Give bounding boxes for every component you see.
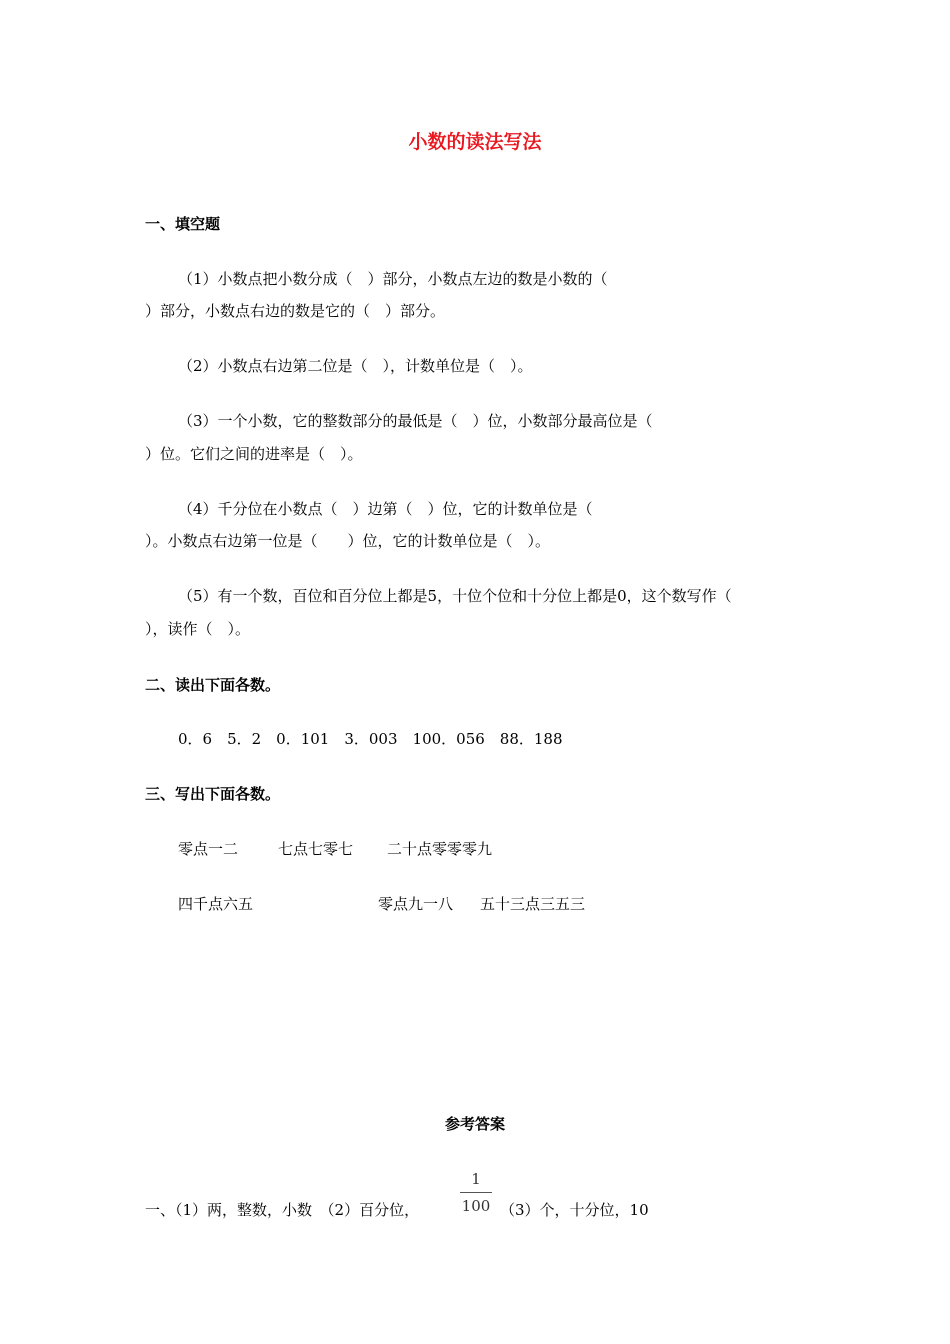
question-1-line-2: ）部分，小数点右边的数是它的（ ）部分。 <box>145 302 446 320</box>
page-title: 小数的读法写法 <box>408 131 542 153</box>
write-item: 零点九一八 <box>378 895 454 913</box>
write-item: 四千点六五 <box>178 895 254 913</box>
section2-heading: 二、读出下面各数。 <box>145 676 281 694</box>
fraction-numerator: 1 <box>471 1170 481 1188</box>
question-1-line-1: （1）小数点把小数分成（ ）部分，小数点左边的数是小数的（ <box>178 270 608 288</box>
write-item: 二十点零零零九 <box>387 840 493 858</box>
question-5-line-1: （5）有一个数，百位和百分位上都是5，十位个位和十分位上都是0，这个数写作（ <box>178 587 732 605</box>
write-item: 五十三点三五三 <box>480 895 586 913</box>
write-item: 七点七零七 <box>278 840 354 858</box>
section3-heading: 三、写出下面各数。 <box>145 785 281 803</box>
answer-title: 参考答案 <box>444 1115 505 1133</box>
question-3-line-2: ）位。它们之间的进率是（ ）。 <box>145 445 363 463</box>
question-3-line-1: （3）一个小数，它的整数部分的最低是（ ）位，小数部分最高位是（ <box>178 412 653 430</box>
fraction <box>460 1168 492 1217</box>
numbers-to-read: 0．6 5．2 0．101 3．003 100．056 88．188 <box>178 730 563 748</box>
answer-line-part-1: 一、（1）两，整数，小数 （2）百分位， <box>145 1201 420 1219</box>
answer-line-part-2: （3）个，十分位，10 <box>500 1201 649 1219</box>
question-4-line-1: （4）千分位在小数点（ ）边第（ ）位，它的计数单位是（ <box>178 500 593 518</box>
section1-heading: 一、填空题 <box>145 215 221 233</box>
question-2-line-1: （2）小数点右边第二位是（ ），计数单位是（ ）。 <box>178 357 533 375</box>
question-5-line-2: ），读作（ ）。 <box>145 620 251 638</box>
write-item: 零点一二 <box>178 840 239 858</box>
question-4-line-2: ）。小数点右边第一位是（ ）位，它的计数单位是（ ）。 <box>145 532 551 550</box>
fraction-denominator: 100 <box>461 1197 491 1215</box>
fraction-bar <box>460 1192 492 1193</box>
